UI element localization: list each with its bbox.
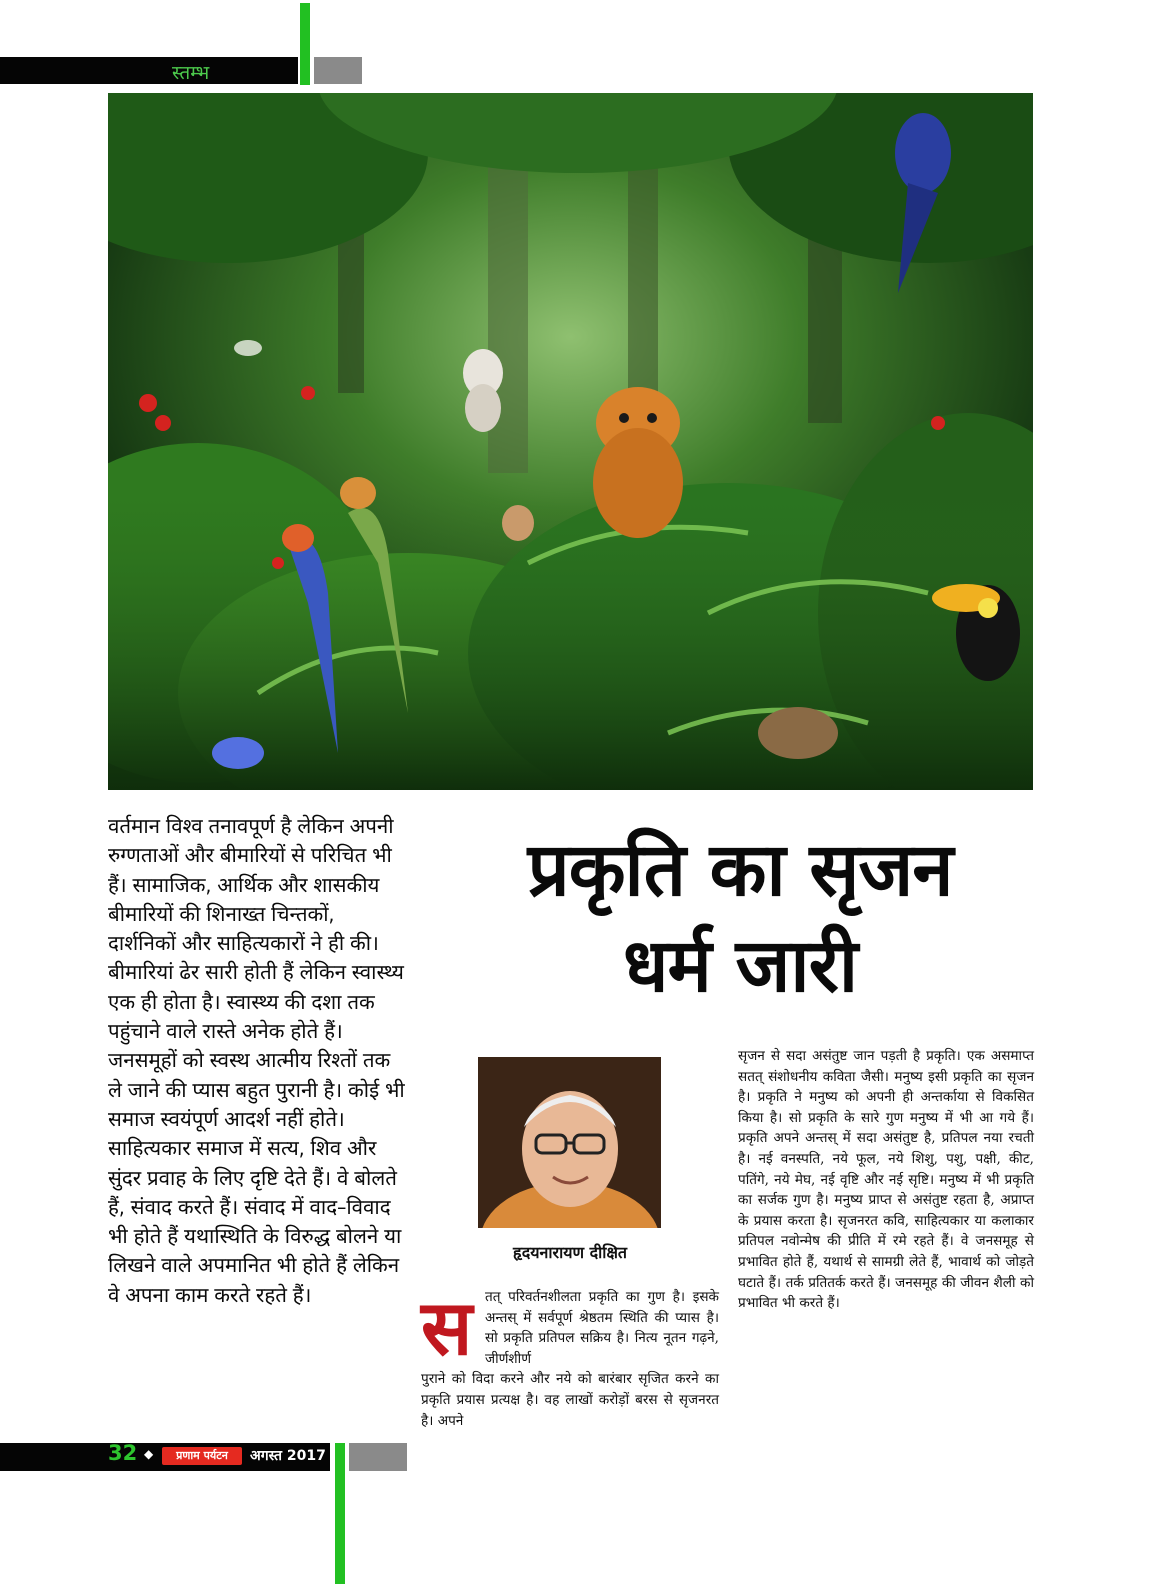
diamond-bullet-icon: ◆ — [144, 1447, 154, 1461]
article-second-part: पुराने को विदा करने और नये को बारंबार सृजित करने का प्रकृति प्रयास प्रत्यक्ष है। वह लाखों करोड़ों बरस से सृजनरत है। अपने — [421, 1371, 719, 1429]
footer-grey-block — [349, 1443, 407, 1471]
author-portrait-image — [478, 1057, 661, 1228]
intro-paragraph: वर्तमान विश्व तनावपूर्ण है लेकिन अपनी रुग्णताओं और बीमारियों से परिचित भी हैं। सामाजिक, आर्थिक और शासकीय बीमारियों की शिनाख्त चिन्तकों, दार्शनिकों और साहित्यकारों ने ही की। बीमारियां ढेर सारी होती हैं लेकिन स्वास्थ्य एक ही होता है। स्वास्थ्य की दशा तक पहुंचाने वाले रास्ते अनेक होते हैं। जनसमूहों को स्वस्थ आत्मीय रिश्तों तक ले जाने की प्यास बहुत पुरानी है। कोई भी समाज स्वयंपूर्ण आदर्श नहीं होते। साहित्यकार समाज में सत्य, शिव और सुंदर प्रवाह के लिए दृष्टि देते हैं। वे बोलते हैं, संवाद करते हैं। संवाद में वाद–विवाद भी होते हैं यथास्थिति के विरुद्ध बोलने या लिखने वाले अपमानित भी होते हैं लेकिन वे अपना काम करते रहते हैं। — [108, 814, 405, 1307]
header-accent-post — [300, 3, 310, 85]
magazine-logo: प्रणाम पर्यटन — [162, 1447, 242, 1465]
footer-accent-post — [335, 1443, 345, 1584]
header-bar — [0, 57, 298, 84]
headline-line-1: प्रकृति का सृजन — [527, 827, 953, 913]
headline-line-2: धर्म जारी — [622, 923, 858, 1009]
author-name: हृदयनारायण दीक्षित — [512, 1243, 628, 1262]
page-number: 32 — [108, 1441, 138, 1465]
author-photo — [478, 1057, 661, 1228]
article-column-middle — [421, 1283, 719, 1431]
article-first-part: तत् परिवर्तनशीलता प्रकृति का गुण है। इसके अन्तस् में सर्वपूर्ण श्रेष्ठतम स्थिति की प्यास है। सो प्रकृति प्रतिपल सक्रिय है। नित्य नूतन गढ़ने, जीर्णशीर्ण — [485, 1289, 719, 1367]
article-column-right: सृजन से सदा असंतुष्ट जान पड़ती है प्रकृति। एक असमाप्त सतत् संशोधनीय कविता जैसी। मनुष्य इसी प्रकृति का सृजन है। प्रकृति ने मनुष्य को अपनी ही अन्तर्काया से विकसित किया है। सो प्रकृति के सारे गुण मनुष्य में भी आ गये हैं। प्रकृति अपने अन्तस् में सदा असंतुष्ट है, प्रतिपल नया रचती है। नई वनस्पति, नये फूल, नये शिशु, पशु, पक्षी, कीट, पतिंगे, नये मेघ, नई वृष्टि और नई सृष्टि। मनुष्य में भी प्रकृति का सर्जक गुण है। मनुष्य प्राप्त से असंतुष्ट रहता है, अप्राप्त के प्रयास करता है। सृजनरत कवि, साहित्यकार या कलाकार प्रतिपल नवोन्मेष की प्रीति में रमे रहते हैं। वे जनसमूह से प्रभावित होते हैं, यथार्थ से सामग्री लेते हैं, भावार्थ को जोड़ते घटाते हैं। तर्क प्रतितर्क करते हैं। जनसमूह की जीवन शैली को प्रभावित भी करते हैं। — [738, 1048, 1034, 1312]
jungle-illustration-image — [108, 93, 1033, 790]
issue-date: अगस्त 2017 — [250, 1448, 326, 1464]
section-label: स्तम्भ — [172, 62, 210, 84]
article-dropcap: स — [421, 1283, 473, 1372]
article-headline — [440, 822, 1040, 1014]
header-grey-block — [314, 57, 362, 84]
jungle-scene — [108, 93, 1033, 790]
